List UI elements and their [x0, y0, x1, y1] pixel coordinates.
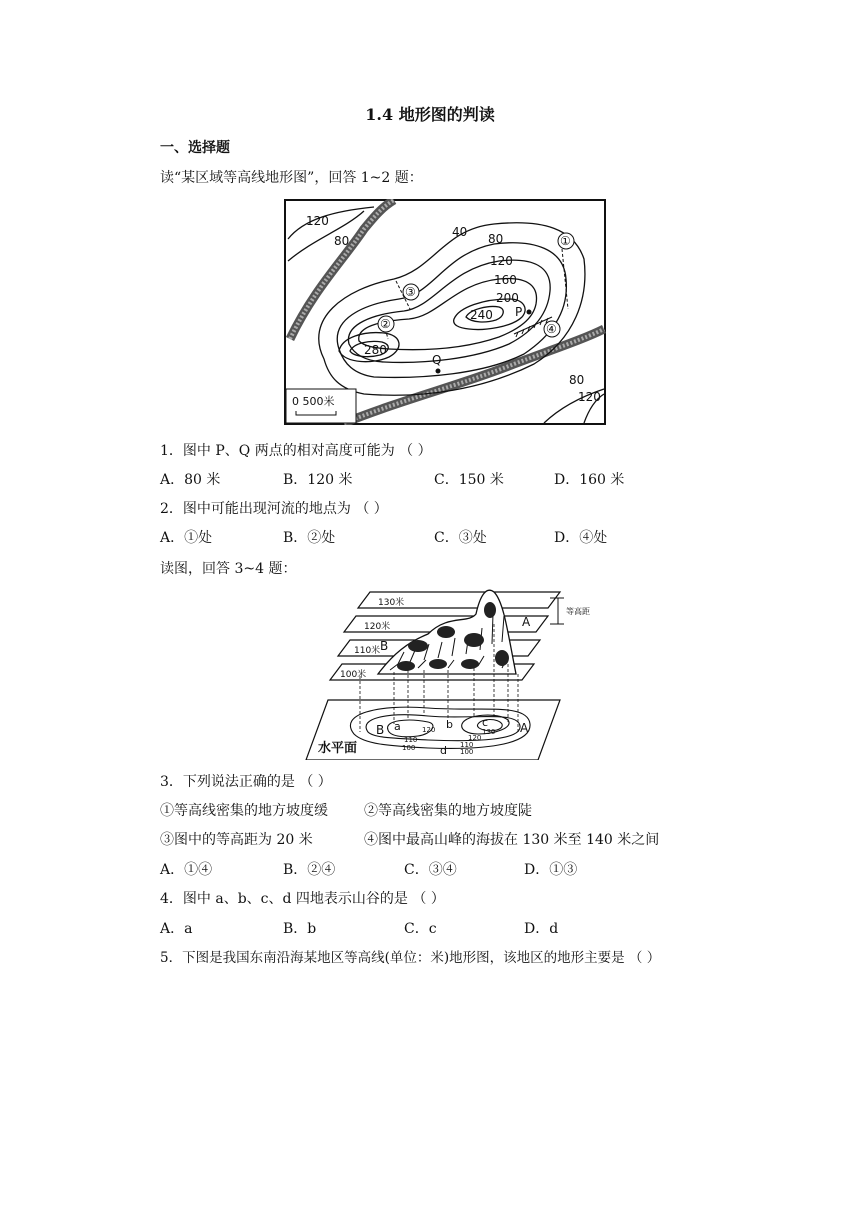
- bottom-120: 120: [422, 726, 436, 734]
- q1-stem: 1．图中 P、Q 两点的相对高度可能为 （ ）: [160, 443, 432, 459]
- bottom-110: 110: [404, 736, 418, 744]
- intro-q3-4: 读图，回答 3~4 题：: [160, 561, 297, 577]
- q4-option-c[interactable]: C．c: [404, 921, 437, 937]
- intro-q1-2: 读“某区域等高线地形图”，回答 1~2 题：: [160, 170, 423, 186]
- bottom-120b: 120: [468, 734, 482, 742]
- bottom-100b: 100: [460, 748, 474, 756]
- q1-option-b[interactable]: B．120 米: [283, 472, 353, 488]
- map1-label: 240: [470, 308, 493, 322]
- map1-marker-1: ①: [560, 234, 571, 248]
- section-heading: 一、选择题: [160, 140, 230, 156]
- q1-option-c[interactable]: C．150 米: [434, 472, 504, 488]
- map1-label: 120: [578, 390, 601, 404]
- q2-option-d[interactable]: D．④处: [554, 530, 608, 546]
- q3-statement-3: ③图中的等高距为 20 米: [160, 832, 313, 848]
- plane-label-120: 120米: [364, 622, 391, 632]
- plane-label-100: 100米: [340, 670, 367, 680]
- q1-option-d[interactable]: D．160 米: [554, 472, 625, 488]
- bottom-a: A: [520, 721, 529, 735]
- map1-label: 200: [496, 291, 519, 305]
- q3-option-a[interactable]: A．①④: [160, 862, 213, 878]
- page-title: 1.4 地形图的判读: [365, 105, 495, 124]
- map1-label: 40: [452, 225, 468, 239]
- map1-label: 80: [334, 234, 350, 248]
- q2-option-c[interactable]: C．③处: [434, 530, 487, 546]
- bottom-130: 130: [482, 728, 496, 736]
- bottom-point-c: c: [482, 716, 489, 729]
- bottom-110b: 110: [460, 741, 474, 749]
- q1-option-a[interactable]: A．80 米: [160, 472, 221, 488]
- q4-option-a[interactable]: A．a: [160, 921, 193, 937]
- q3-option-d[interactable]: D．①③: [524, 862, 578, 878]
- point-a-top: A: [522, 615, 531, 629]
- map1-label: 80: [488, 232, 504, 246]
- plane-label-110: 110米: [354, 646, 381, 656]
- q2-option-b[interactable]: B．②处: [283, 530, 336, 546]
- q3-statement-2: ②等高线密集的地方坡度陡: [364, 803, 532, 819]
- bottom-b: B: [376, 723, 385, 737]
- map1-marker-3: ③: [405, 285, 416, 299]
- map1-marker-4: ④: [546, 322, 557, 336]
- q3-statement-1: ①等高线密集的地方坡度缓: [160, 803, 328, 819]
- map1-marker-2: ②: [380, 317, 391, 331]
- bottom-point-d: d: [440, 744, 447, 757]
- bottom-point-a: a: [394, 720, 401, 733]
- map1-label: 160: [494, 273, 517, 287]
- q3-stem: 3．下列说法正确的是 （ ）: [160, 774, 332, 790]
- bottom-100: 100: [402, 744, 416, 752]
- q3-option-b[interactable]: B．②④: [283, 862, 336, 878]
- bottom-point-b: b: [446, 718, 453, 731]
- point-b-top: B: [380, 639, 389, 653]
- contour-3d-diagram: [298, 584, 590, 760]
- q2-option-a[interactable]: A．①处: [160, 530, 213, 546]
- map1-label: 120: [490, 254, 513, 268]
- map1-label: 120: [306, 214, 329, 228]
- q5-stem: 5．下图是我国东南沿海某地区等高线(单位：米)地形图，该地区的地形主要是 （ ）: [160, 950, 661, 966]
- q3-option-c[interactable]: C．③④: [404, 862, 457, 878]
- q4-stem: 4．图中 a、b、c、d 四地表示山谷的是 （ ）: [160, 891, 445, 907]
- q2-stem: 2．图中可能出现河流的地点为 （ ）: [160, 501, 388, 517]
- q3-statement-4: ④图中最高山峰的海拔在 130 米至 140 米之间: [364, 832, 660, 848]
- q4-option-b[interactable]: B．b: [283, 921, 317, 937]
- map1-label: 80: [569, 373, 585, 387]
- ground-label: 水平面: [318, 741, 358, 756]
- map1-point-p: P: [515, 305, 523, 319]
- map1-point-q: Q: [432, 353, 442, 367]
- map1-scale: 0 500米: [292, 395, 335, 408]
- contour-map-1: [284, 199, 606, 425]
- q4-option-d[interactable]: D．d: [524, 921, 559, 937]
- interval-label: 等高距: [566, 607, 590, 616]
- plane-label-130: 130米: [378, 598, 405, 608]
- map1-label: 280: [364, 343, 387, 357]
